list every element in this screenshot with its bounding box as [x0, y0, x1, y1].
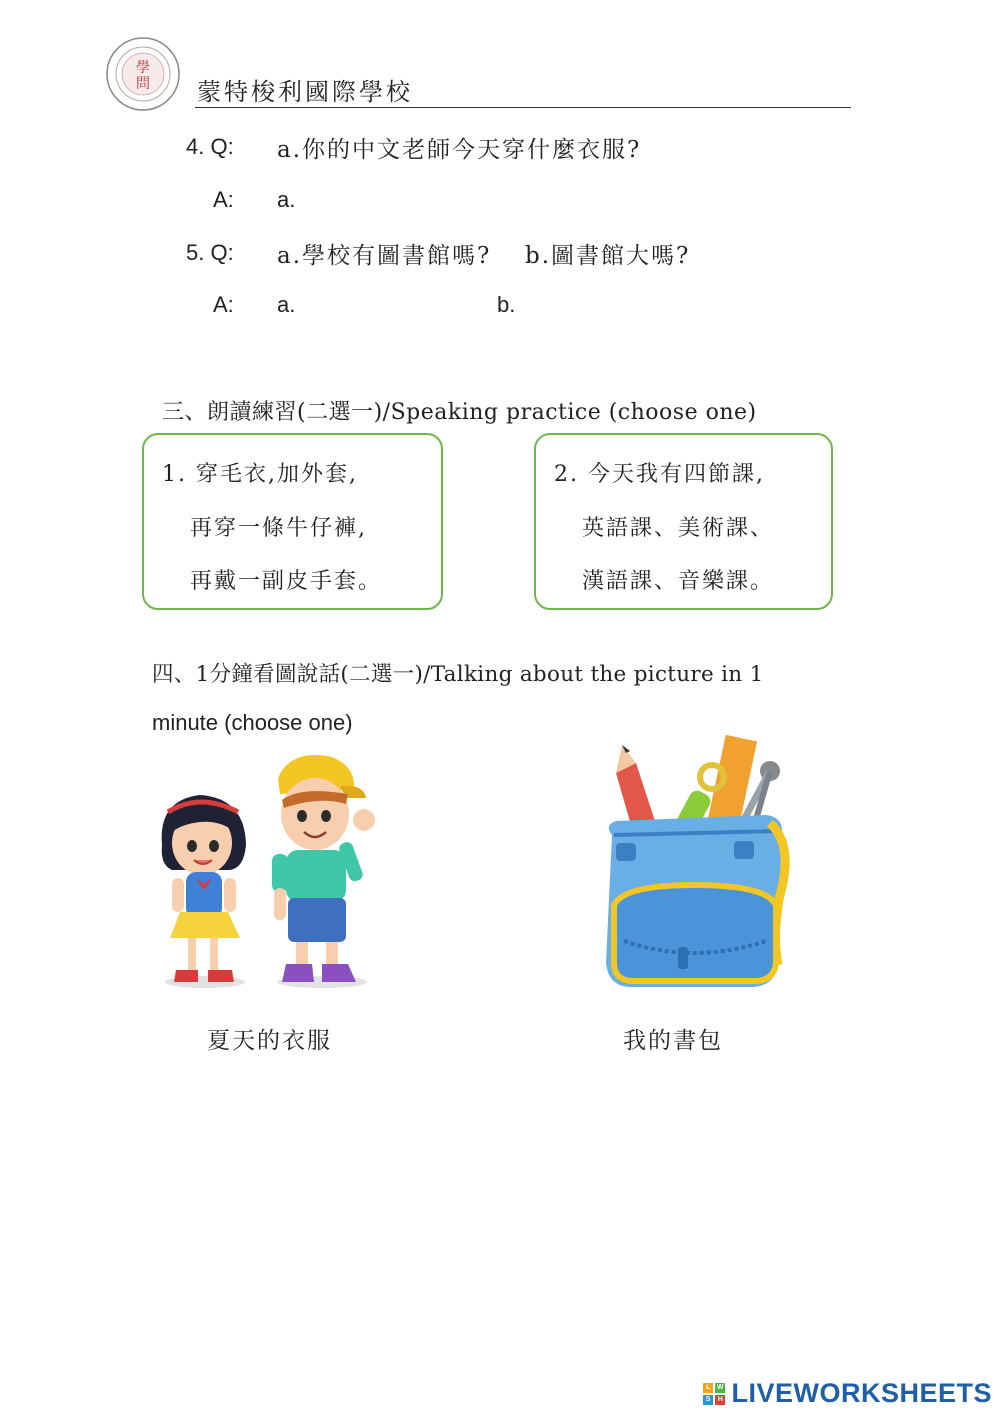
school-name: 蒙特梭利國際學校: [197, 78, 413, 106]
caption-my-schoolbag: 我的書包: [623, 1028, 723, 1054]
question-part: a.你的中文老師今天穿什麼衣服?: [277, 137, 642, 163]
box-line: 再穿一條牛仔褲,: [190, 516, 367, 541]
mark-letter: S: [703, 1395, 713, 1405]
liveworksheets-brand[interactable]: [703, 1378, 992, 1409]
question-5-part-b: [525, 237, 690, 270]
reading-box-1: [142, 433, 443, 610]
boy: [272, 755, 375, 982]
section-3-title: 三、朗讀練習(二選一)/Speaking practice (choose one): [162, 400, 757, 425]
question-part: b.圖書館大嗎?: [525, 243, 691, 269]
reading-box-2: [534, 433, 833, 610]
svg-text:學: 學: [136, 60, 150, 76]
answer-4-label: A:: [213, 187, 234, 212]
school-logo: [105, 36, 181, 112]
box-line: 再戴一副皮手套。: [190, 569, 383, 594]
box-line: 漢語課、音樂課。: [582, 569, 775, 594]
box-line: 英語課、美術課、: [582, 516, 775, 541]
mark-letter: H: [715, 1395, 725, 1405]
question-5-part-a: [277, 237, 491, 270]
section-4-title-line-2: minute (choose one): [152, 710, 353, 735]
mark-letter: L: [703, 1383, 713, 1393]
mark-letter: W: [716, 1383, 725, 1391]
answer-5-a: a.: [277, 292, 296, 317]
box-line: 1. 穿毛衣,加外套,: [162, 462, 358, 487]
section-4-title-line-1: 四、1分鐘看圖說話(二選一)/Talking about the picture in 1: [152, 662, 764, 687]
svg-text:問: 問: [136, 76, 150, 92]
box-line: 2. 今天我有四節課,: [554, 462, 765, 487]
header-divider: [195, 107, 851, 108]
question-number: 4. Q:: [186, 134, 234, 159]
question-5: 5. Q:: [186, 240, 234, 265]
brand-text: LIVEWORKSHEETS: [731, 1378, 992, 1408]
caption-summer-clothes: 夏天的衣服: [207, 1028, 332, 1054]
question-part: a.學校有圖書館嗎?: [277, 243, 492, 269]
question-4: [186, 134, 234, 160]
question-4-text: [277, 131, 641, 164]
backpack-illustration: [594, 735, 796, 990]
liveworksheets-logo-icon: [703, 1383, 725, 1405]
kids-illustration: [150, 750, 382, 995]
answer-5-b: b.: [497, 292, 516, 317]
girl: [162, 795, 246, 982]
answer-5-label: A:: [213, 292, 234, 317]
answer-4-a: a.: [277, 187, 296, 212]
